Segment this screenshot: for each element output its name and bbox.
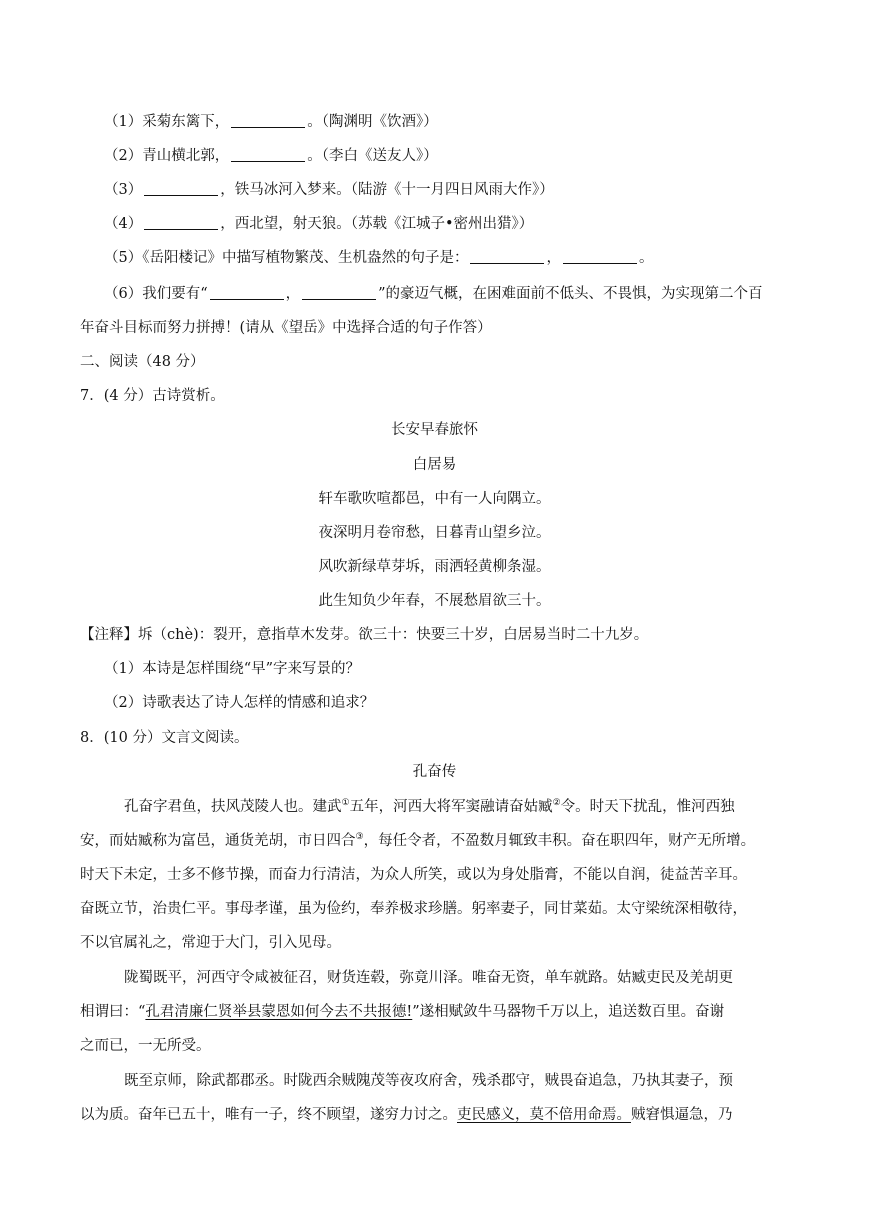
poem-line: 轩车歌吹喧都邑，中有一人向隅立。 <box>318 491 551 507</box>
footnote-marker: ③ <box>355 832 364 842</box>
passage-line: 孔奋字君鱼，扶风茂陵人也。建武①五年，河西大将军窦融请奋姑臧②令。时天下扰乱，惟河西独 <box>124 798 735 815</box>
item-text: 。（陶渊明《饮酒》） <box>307 114 438 130</box>
question-7-1: （1）本诗是怎样围绕“早”字来写景的？ <box>104 661 361 677</box>
answer-blank[interactable] <box>302 285 376 300</box>
passage-line: 奋既立节，治贵仁平。事母孝谨，虽为俭约，奉养极求珍膳。躬率妻子，同甘菜茹。太守梁统深相敬待， <box>80 901 747 917</box>
question-8-heading: 8．(10 分）文言文阅读。 <box>80 730 249 746</box>
poem-line: 风吹新绿草芽坼，雨洒轻黄柳条湿。 <box>318 559 551 575</box>
question-7-2: （2）诗歌表达了诗人怎样的情感和追求？ <box>104 695 375 711</box>
passage-line: 安，而姑臧称为富邑，通货羌胡，市日四合③，每任令者，不盈数月辄致丰积。奋在职四年，财产无所增。 <box>80 832 756 849</box>
fill-item-4 <box>104 214 533 234</box>
item-text: 。 <box>638 250 654 266</box>
answer-blank[interactable] <box>470 249 544 264</box>
passage-line: 陇蜀既平，河西守令咸被征召，财货连毂，弥竟川泽。唯奋无资，单车就路。姑臧吏民及羌胡更 <box>124 970 733 986</box>
answer-blank[interactable] <box>144 215 218 230</box>
fill-item-2 <box>104 146 438 166</box>
passage-line: 以为质。奋年已五十，唯有一子，终不顾望，遂穷力讨之。吏民感义，莫不倍用命焉。贼窘惧逼急，乃 <box>80 1107 733 1123</box>
passage-line: 时天下未定，士多不修节操，而奋力行清洁，为众人所笑，或以为身处脂膏，不能以自润，徒益苦辛耳。 <box>80 867 747 883</box>
underlined-sentence: 孔君清廉仁贤举县蒙恩如何今去不共报德! <box>145 1004 413 1020</box>
item-text: ”的豪迈气概，在困难面前不低头、不畏惧，为实现第二个百 <box>378 286 763 302</box>
passage-line: 相谓曰：“孔君清廉仁贤举县蒙恩如何今去不共报德!”遂相赋敛牛马器物千万以上，追送数百里。奋谢 <box>80 1004 725 1020</box>
item-text: ，铁马冰河入梦来。（陆游《十一月四日风雨大作》） <box>220 182 554 198</box>
passage-title: 孔奋传 <box>412 764 457 780</box>
item-text: 。（李白《送友人》） <box>307 148 438 164</box>
passage-line: 不以官属礼之，常迎于大门，引入见母。 <box>80 935 341 951</box>
fill-item-6 <box>104 284 763 304</box>
footnote-marker: ① <box>341 798 350 808</box>
answer-blank[interactable] <box>210 285 284 300</box>
fill-item-6-cont: 年奋斗目标而努力拼搏！(请从《望岳》中选择合适的句子作答） <box>80 320 492 336</box>
item-text: （1）采菊东篱下， <box>104 114 230 130</box>
underlined-sentence: 吏民感义，莫不倍用命焉。 <box>457 1107 631 1123</box>
footnote-marker: ② <box>552 798 561 808</box>
poem-line: 夜深明月卷帘愁，日暮青山望乡泣。 <box>318 525 551 541</box>
answer-blank[interactable] <box>231 113 305 128</box>
answer-blank[interactable] <box>231 147 305 162</box>
fill-item-5 <box>104 248 653 268</box>
answer-blank[interactable] <box>563 249 637 264</box>
item-text: （3） <box>104 182 143 198</box>
item-text: （4） <box>104 216 143 232</box>
item-text: （6）我们要有“ <box>104 286 208 302</box>
item-text: ， <box>546 250 561 266</box>
passage-line: 既至京师，除武都郡丞。时陇西余贼隗茂等夜攻府舍，残杀郡守，贼畏奋追急，乃执其妻子，预 <box>124 1073 733 1089</box>
fill-item-3 <box>104 180 554 200</box>
section-heading: 二、阅读（48 分） <box>80 354 205 370</box>
item-text: （2）青山横北郭， <box>104 148 230 164</box>
passage-line: 之而已，一无所受。 <box>80 1038 211 1054</box>
answer-blank[interactable] <box>144 181 218 196</box>
poem-note: 【注释】坼（chè)：裂开，意指草木发芽。欲三十：快要三十岁，白居易当时二十九岁。 <box>80 627 649 643</box>
fill-item-1 <box>104 112 438 132</box>
poem-title: 长安早春旅怀 <box>391 422 478 438</box>
question-7-heading: 7．(4 分）古诗赏析。 <box>80 388 225 404</box>
poem-line: 此生知负少年春，不展愁眉欲三十。 <box>318 593 551 609</box>
item-text: ， <box>285 286 301 302</box>
poem-author: 白居易 <box>412 457 457 473</box>
item-text: ，西北望，射天狼。（苏载《江城子•密州出猎》） <box>220 216 534 232</box>
item-text: （5）《岳阳楼记》中描写植物繁茂、生机盎然的句子是： <box>104 250 469 266</box>
